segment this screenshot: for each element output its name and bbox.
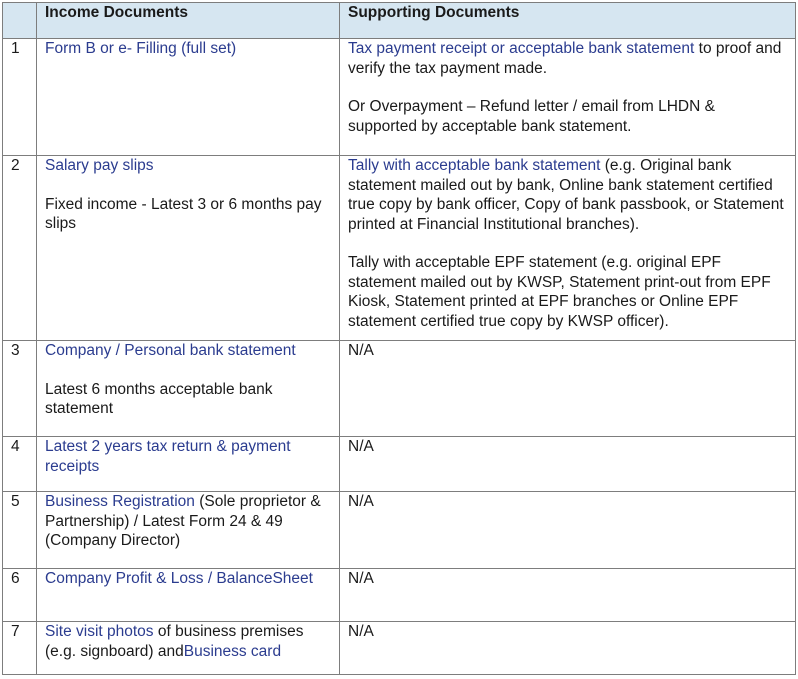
income-document-name: Company Profit & Loss / BalanceSheet — [45, 570, 313, 587]
income-document-name: Form B or e- Filling (full set) — [45, 40, 237, 57]
row-number: 4 — [3, 437, 37, 492]
table-row — [3, 437, 796, 492]
table-row — [3, 492, 796, 569]
income-cell — [37, 622, 340, 675]
income-document-name: Site visit photos — [45, 623, 154, 640]
income-document-name-secondary: Business card — [183, 642, 282, 660]
supporting-cell — [340, 156, 796, 341]
supporting-paragraph: Tally with acceptable EPF statement (e.g. original EPF statement mailed out by KWSP, Statement print-out from EPF Kiosk, Statement printed at EPF branches or Online EPF statement certified true copy by KWSP officer). — [348, 254, 771, 330]
supporting-description: to proof and verify the tax payment made. — [348, 40, 782, 77]
income-document-name: Company / Personal bank statement — [45, 342, 296, 359]
income-cell — [37, 341, 340, 437]
income-cell — [37, 492, 340, 569]
documents-table — [2, 2, 796, 675]
supporting-cell: N/A — [340, 341, 796, 437]
income-cell — [37, 569, 340, 622]
income-cell — [37, 437, 340, 492]
table-row — [3, 156, 796, 341]
table-header-row — [3, 3, 796, 39]
row-number: 1 — [3, 39, 37, 156]
row-number: 3 — [3, 341, 37, 437]
supporting-cell: N/A — [340, 569, 796, 622]
row-number: 5 — [3, 492, 37, 569]
supporting-paragraph — [348, 39, 787, 78]
row-number: 7 — [3, 622, 37, 675]
table-row — [3, 341, 796, 437]
supporting-document-name: Tax payment receipt or acceptable bank statement — [348, 40, 695, 57]
supporting-document-name: Tally with acceptable bank statement — [348, 157, 601, 174]
income-cell — [37, 156, 340, 341]
income-document-description: (Sole proprietor & Partnership) / Latest Form 24 & 49 (Company Director) — [45, 493, 321, 549]
income-document-name: Salary pay slips — [45, 157, 154, 174]
table-row — [3, 39, 796, 156]
header-supporting-documents: Supporting Documents — [340, 3, 796, 39]
supporting-cell: N/A — [340, 437, 796, 492]
income-document-detail: Latest 6 months acceptable bank statement — [45, 380, 273, 417]
income-cell — [37, 39, 340, 156]
income-document-name: Business Registration — [45, 493, 195, 510]
row-number: 2 — [3, 156, 37, 341]
income-document-description: of business premises (e.g. signboard) and — [45, 623, 304, 660]
table-row — [3, 622, 796, 675]
income-document-detail: Fixed income - Latest 3 or 6 months pay slips — [45, 195, 322, 232]
supporting-paragraph — [348, 156, 787, 234]
row-number: 6 — [3, 569, 37, 622]
supporting-paragraph: Or Overpayment – Refund letter / email from LHDN & supported by acceptable bank statement. — [348, 98, 715, 135]
supporting-description: (e.g. Original bank statement mailed out by bank, Online bank statement certified true copy by bank officer, Copy of bank passbook, or Statement printed at Financial Institutional branches). — [348, 157, 784, 233]
supporting-cell — [340, 39, 796, 156]
header-number — [3, 3, 37, 39]
header-income-documents: Income Documents — [37, 3, 340, 39]
supporting-cell: N/A — [340, 622, 796, 675]
table-row — [3, 569, 796, 622]
income-document-name: Latest 2 years tax return & payment receipts — [45, 438, 291, 475]
supporting-cell: N/A — [340, 492, 796, 569]
